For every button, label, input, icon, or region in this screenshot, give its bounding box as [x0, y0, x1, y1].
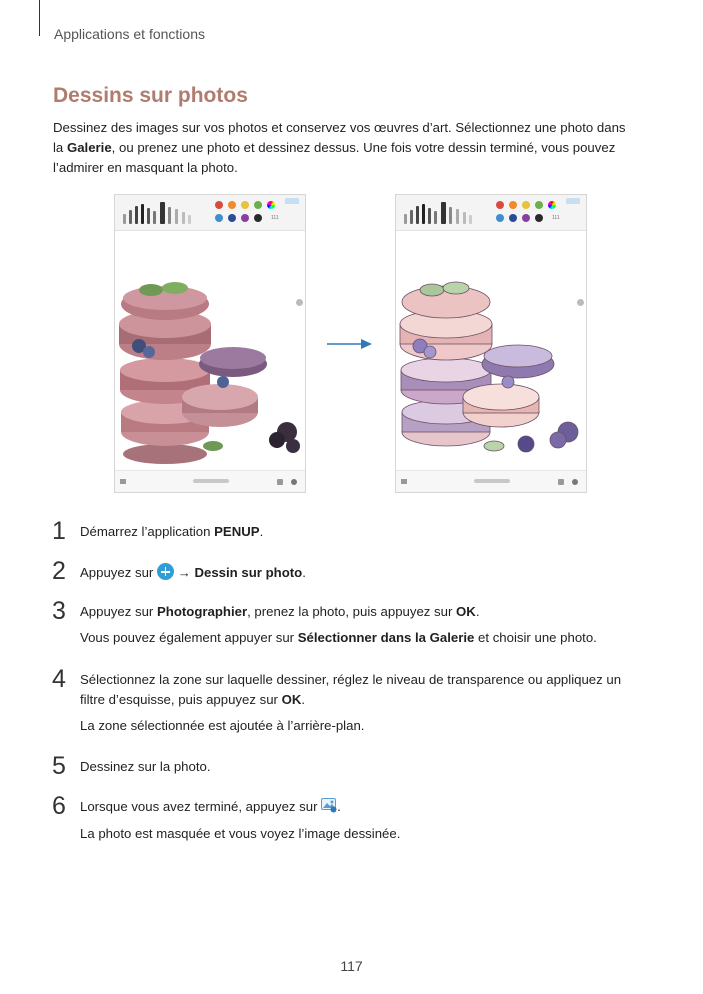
step-3-note: Vous pouvez également appuyer sur Sélectionner dans la Galerie et choisir une photo. [80, 630, 597, 645]
section-title: Dessins sur photos [53, 84, 248, 107]
drawing-toolbar: 111 [396, 195, 586, 231]
add-icon [157, 563, 174, 580]
transition-arrow-icon [325, 337, 375, 351]
drawing-canvas [396, 232, 586, 470]
screenshot-photo [114, 194, 306, 493]
page-number: 117 [340, 958, 363, 974]
drawing-toolbar: 111 [115, 195, 305, 231]
margin-rule [39, 0, 40, 36]
step-number: 4 [52, 665, 66, 693]
side-handle-icon [577, 299, 584, 306]
step-6-text: Lorsque vous avez terminé, appuyez sur . [80, 799, 341, 814]
side-handle-icon [296, 299, 303, 306]
step-number: 6 [52, 792, 66, 820]
photo-canvas [115, 232, 305, 470]
bottom-toolbar [396, 470, 586, 492]
step-number: 3 [52, 597, 66, 625]
hide-photo-icon [321, 798, 337, 813]
running-head: Applications et fonctions [54, 26, 205, 42]
intro-paragraph: Dessinez des images sur vos photos et conservez vos œuvres d’art. Sélectionnez une photo dans la Galerie, ou prenez une photo et dessinez dessus. Une fois votre dessin terminé, vous pouvez l’admirer en masquant la photo. [53, 120, 626, 175]
step-1-text: Démarrez l’application PENUP. [80, 524, 264, 539]
step-6-note: La photo est masquée et vous voyez l’image dessinée. [80, 826, 401, 841]
step-4-text: Sélectionnez la zone sur laquelle dessiner, réglez le niveau de transparence ou appliquez un filtre d’esquisse, puis appuyez sur OK. [80, 672, 622, 707]
step-number: 5 [52, 752, 66, 780]
step-4-note: La zone sélectionnée est ajoutée à l’arrière-plan. [80, 718, 365, 733]
bottom-toolbar [115, 470, 305, 492]
step-2-text: Appuyez sur → Dessin sur photo. [80, 565, 306, 580]
step-number: 2 [52, 557, 66, 585]
step-5-text: Dessinez sur la photo. [80, 759, 211, 774]
screenshot-drawing [395, 194, 587, 493]
step-number: 1 [52, 517, 66, 545]
step-3-text: Appuyez sur Photographier, prenez la photo, puis appuyez sur OK. [80, 604, 480, 619]
